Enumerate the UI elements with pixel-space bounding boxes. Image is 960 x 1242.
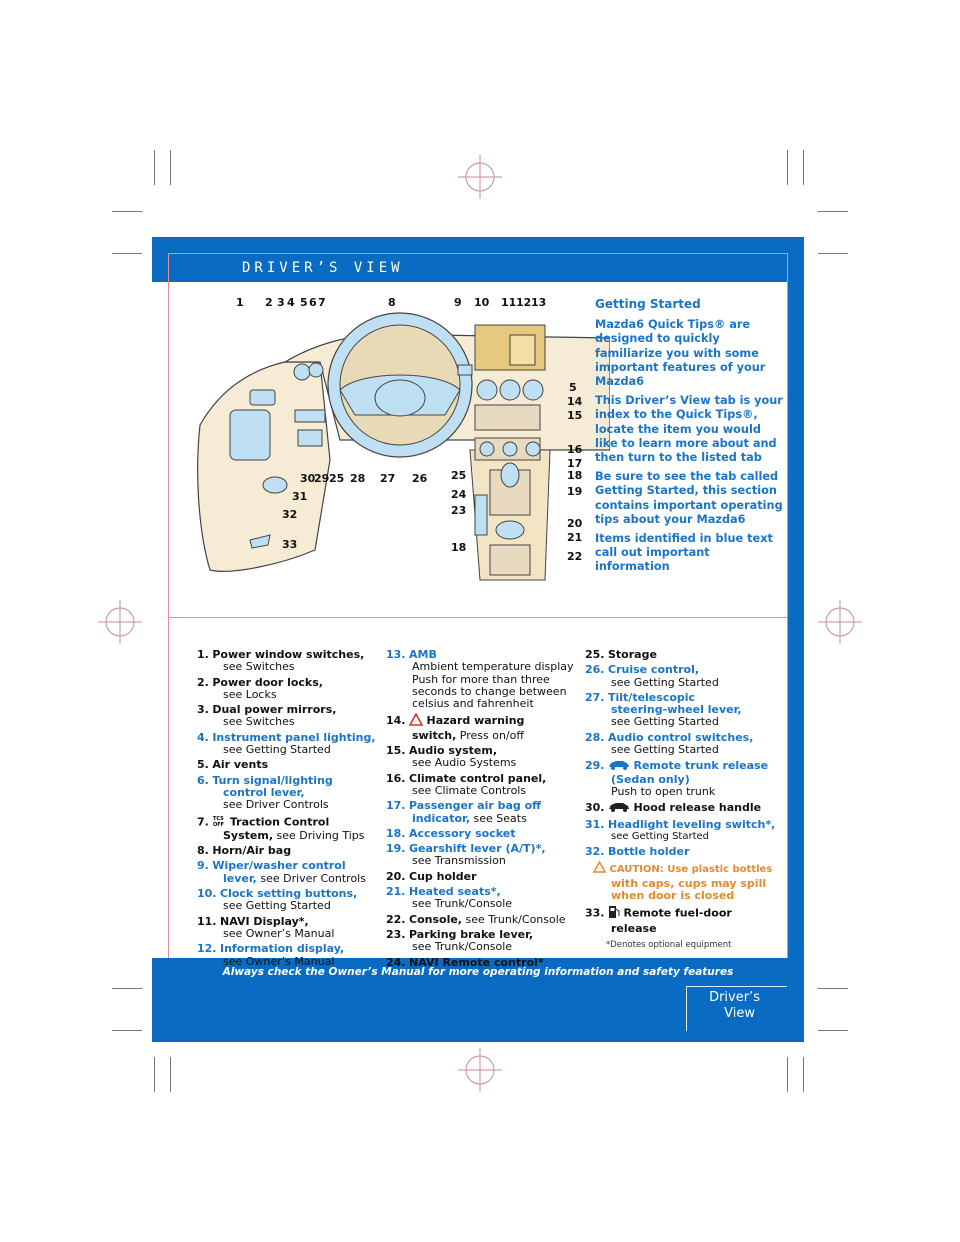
item-title: Dual power mirrors, bbox=[212, 703, 337, 717]
item-title: Remote trunk release bbox=[633, 759, 769, 773]
item-title-2: release bbox=[611, 921, 657, 935]
air-vent-center-3 bbox=[523, 380, 543, 400]
item-title: Cup holder bbox=[409, 869, 477, 883]
gearshift-lever bbox=[501, 463, 519, 487]
legend-item bbox=[386, 745, 576, 770]
item-sub: see Owner’s Manual bbox=[223, 926, 335, 940]
item-sub: see Transmission bbox=[412, 854, 506, 868]
item-sub: see Switches bbox=[223, 660, 295, 674]
item-title: Remote fuel-door bbox=[623, 907, 732, 920]
legend-item bbox=[386, 871, 576, 883]
item-title: Power window switches, bbox=[212, 648, 365, 661]
hazard-icon bbox=[409, 713, 423, 729]
crop-mark bbox=[154, 1057, 155, 1092]
item-number: 8. bbox=[197, 844, 209, 858]
getting-started-p3: Be sure to see the tab called Getting Started, this section contains important operating tips about your Mazda6 bbox=[595, 470, 783, 526]
registration-mark-left bbox=[98, 600, 142, 644]
legend-item bbox=[585, 861, 785, 902]
item-title: Hazard warning bbox=[426, 714, 525, 728]
crop-mark bbox=[803, 150, 804, 185]
item-title: Clock setting buttons, bbox=[220, 887, 358, 901]
legend-item bbox=[585, 759, 785, 798]
getting-started-panel bbox=[595, 297, 785, 580]
right-band bbox=[788, 237, 804, 1042]
crop-mark bbox=[818, 211, 848, 212]
item-title-2: (Sedan only) bbox=[611, 772, 690, 786]
item-title-2: control lever, bbox=[223, 785, 305, 799]
tcs-off-icon bbox=[212, 815, 226, 830]
legend-item bbox=[197, 704, 387, 729]
legend-item bbox=[585, 649, 785, 661]
legend-item bbox=[585, 819, 785, 844]
item-number: 17. bbox=[386, 799, 406, 813]
crop-mark bbox=[818, 988, 848, 989]
trim-line bbox=[168, 253, 169, 958]
trim-line bbox=[168, 253, 788, 254]
item-title: Turn signal/lighting bbox=[212, 773, 333, 787]
item-title: AMB bbox=[409, 648, 437, 661]
item-number: 33. bbox=[585, 907, 605, 920]
item-title: Power door locks, bbox=[212, 675, 323, 689]
caution-icon bbox=[593, 861, 606, 877]
legend-item bbox=[386, 773, 576, 798]
item-number: 21. bbox=[386, 885, 406, 899]
fuel-door-icon bbox=[608, 905, 620, 922]
caution-text: CAUTION: Use plastic bottles bbox=[609, 864, 773, 876]
air-vent-left-2 bbox=[309, 363, 323, 377]
item-number: 9. bbox=[197, 859, 209, 873]
item-title: Audio system, bbox=[409, 744, 497, 758]
window-switch-panel bbox=[230, 410, 270, 460]
item-sub: see Climate Controls bbox=[412, 783, 527, 797]
item-number: 32. bbox=[585, 845, 605, 859]
item-title: Heated seats*, bbox=[409, 885, 501, 899]
item-title: Accessory socket bbox=[409, 826, 516, 840]
legend-item bbox=[386, 828, 576, 840]
item-number: 12. bbox=[197, 942, 217, 956]
crop-mark bbox=[170, 1057, 171, 1092]
item-sub-inline: see Seats bbox=[473, 811, 527, 825]
legend-column-1 bbox=[197, 649, 387, 971]
getting-started-heading: Getting Started bbox=[595, 297, 701, 311]
item-sub: see Getting Started bbox=[611, 743, 719, 757]
item-title: NAVI Remote control* bbox=[409, 955, 544, 969]
item-sub-inline: see Trunk/Console bbox=[465, 912, 566, 926]
getting-started-p1: Mazda6 Quick Tips® are designed to quickly familiarize you with some important features of your Mazda6 bbox=[595, 318, 766, 389]
item-sub: see Switches bbox=[223, 715, 295, 729]
item-title: Wiper/washer control bbox=[212, 859, 346, 873]
item-title: Traction Control bbox=[229, 815, 330, 829]
item-number: 14. bbox=[386, 714, 406, 728]
information-display bbox=[510, 335, 535, 365]
horn-airbag bbox=[375, 380, 425, 416]
item-number: 6. bbox=[197, 773, 209, 787]
legend-item bbox=[197, 845, 387, 857]
air-vent-left bbox=[294, 364, 310, 380]
caution-text-2: with caps, cups may spill bbox=[611, 876, 767, 890]
legend-item bbox=[585, 692, 785, 729]
item-title: Air vents bbox=[212, 758, 269, 772]
legend-item bbox=[585, 664, 785, 689]
item-number: 4. bbox=[197, 730, 209, 744]
console-box bbox=[490, 545, 530, 575]
item-number: 19. bbox=[386, 842, 406, 856]
item-number: 10. bbox=[197, 887, 217, 901]
item-sub-inline: Press on/off bbox=[459, 728, 524, 742]
item-number: 11. bbox=[197, 914, 217, 928]
door-handle bbox=[263, 477, 287, 493]
item-number: 20. bbox=[386, 869, 406, 883]
item-title: Bottle holder bbox=[608, 845, 690, 859]
legend-column-3 bbox=[585, 649, 785, 938]
item-title-2: lever, bbox=[223, 871, 257, 885]
item-number: 29. bbox=[585, 759, 605, 773]
tab-line-2: View bbox=[724, 1006, 755, 1021]
legend-item bbox=[585, 846, 785, 858]
item-sub: Push to open trunk bbox=[611, 784, 716, 798]
item-sub: see Audio Systems bbox=[412, 756, 517, 770]
air-vent-center-1 bbox=[477, 380, 497, 400]
item-sub: see Getting Started bbox=[223, 743, 331, 757]
item-title: Passenger air bag off bbox=[409, 799, 542, 813]
crop-mark bbox=[154, 150, 155, 185]
item-title: Headlight leveling switch*, bbox=[608, 817, 776, 831]
legend-item bbox=[386, 929, 576, 954]
item-sub: see Driver Controls bbox=[223, 798, 329, 812]
legend-item bbox=[197, 916, 387, 941]
wiper-lever bbox=[458, 365, 472, 375]
item-number: 5. bbox=[197, 758, 209, 772]
crop-mark bbox=[112, 1030, 142, 1031]
item-title: Information display, bbox=[220, 942, 345, 956]
item-sub: see Trunk/Console bbox=[412, 897, 513, 911]
item-number: 27. bbox=[585, 690, 605, 704]
item-title: Hood release handle bbox=[633, 801, 762, 815]
item-number: 16. bbox=[386, 771, 406, 785]
legend-item bbox=[197, 815, 387, 843]
legend-item bbox=[197, 943, 387, 968]
item-number: 3. bbox=[197, 703, 209, 717]
divider-line bbox=[168, 617, 788, 618]
legend-item bbox=[197, 677, 387, 702]
item-number: 31. bbox=[585, 817, 605, 831]
item-title: Storage bbox=[608, 648, 657, 661]
item-title-2: steering-wheel lever, bbox=[611, 703, 742, 717]
item-sub: see Trunk/Console bbox=[412, 940, 513, 954]
crop-mark bbox=[787, 150, 788, 185]
item-title: Audio control switches, bbox=[608, 730, 754, 744]
crop-mark bbox=[803, 1057, 804, 1092]
item-sub: Ambient temperature display Push for more than three seconds to change between celsius and fahrenheit bbox=[412, 660, 574, 711]
legend-item bbox=[197, 888, 387, 913]
legend-item bbox=[197, 775, 387, 812]
item-number: 23. bbox=[386, 927, 406, 941]
legend-item bbox=[197, 759, 387, 771]
item-sub: see Getting Started bbox=[611, 675, 719, 689]
crop-mark bbox=[818, 1030, 848, 1031]
item-title: Horn/Air bag bbox=[212, 844, 292, 858]
crop-mark bbox=[818, 253, 848, 254]
item-number: 22. bbox=[386, 912, 406, 926]
trim-line bbox=[787, 253, 788, 958]
crop-mark bbox=[112, 253, 142, 254]
legend-item bbox=[386, 649, 576, 710]
item-sub: see Locks bbox=[223, 687, 277, 701]
item-title-2: indicator, bbox=[412, 811, 470, 825]
item-number: 25. bbox=[585, 648, 605, 661]
registration-mark-top bbox=[458, 155, 502, 199]
legend-item bbox=[386, 914, 576, 926]
section-tab[interactable] bbox=[692, 990, 788, 1022]
getting-started-p4: Items identified in blue text call out important information bbox=[595, 532, 773, 574]
svg-text:TCS: TCS bbox=[213, 815, 225, 822]
optional-equipment-note: *Denotes optional equipment bbox=[606, 940, 732, 950]
item-title: Parking brake lever, bbox=[409, 927, 534, 941]
driver-view-diagram bbox=[190, 290, 610, 590]
legend-item bbox=[585, 905, 785, 935]
item-sub: see Getting Started bbox=[223, 899, 331, 913]
page-title: DRIVER’S VIEW bbox=[242, 260, 404, 276]
legend-item bbox=[386, 843, 576, 868]
legend-item bbox=[386, 713, 576, 742]
item-title: Instrument panel lighting, bbox=[212, 730, 376, 744]
audio-system bbox=[475, 405, 540, 430]
item-title-2: switch, bbox=[412, 728, 457, 742]
crop-mark bbox=[112, 988, 142, 989]
legend-item bbox=[197, 649, 387, 674]
svg-text:OFF: OFF bbox=[213, 821, 225, 827]
legend-item bbox=[386, 800, 576, 825]
item-sub-inline: see Driver Controls bbox=[260, 871, 366, 885]
car-hood-icon bbox=[608, 801, 630, 815]
crop-mark bbox=[787, 1057, 788, 1092]
registration-mark-bottom bbox=[458, 1048, 502, 1092]
car-trunk-icon bbox=[608, 759, 630, 773]
mirror-switch bbox=[295, 410, 325, 422]
item-title: Gearshift lever (A/T)*, bbox=[409, 842, 546, 856]
item-title: Cruise control, bbox=[608, 663, 700, 677]
item-title: Climate control panel, bbox=[409, 771, 547, 785]
item-number: 24. bbox=[386, 955, 406, 969]
crop-mark bbox=[112, 211, 142, 212]
getting-started-p2: This Driver’s View tab is your index to the Quick Tips®, locate the item you would like to learn more about and then turn to the listed tab bbox=[595, 394, 783, 465]
door-lock-switch bbox=[250, 390, 275, 405]
legend-item bbox=[197, 860, 387, 885]
item-number: 13. bbox=[386, 648, 406, 661]
item-sub: see Getting Started bbox=[611, 715, 719, 729]
item-sub: see Owner’s Manual bbox=[223, 954, 335, 968]
item-title: Console, bbox=[409, 912, 462, 926]
item-number: 18. bbox=[386, 826, 406, 840]
item-title-2: System, bbox=[223, 828, 273, 842]
item-number: 30. bbox=[585, 801, 605, 815]
item-number: 7. bbox=[197, 815, 209, 829]
item-sub: see Getting Started bbox=[611, 830, 710, 842]
crop-mark bbox=[170, 150, 171, 185]
item-title: NAVI Display*, bbox=[220, 914, 309, 928]
item-number: 26. bbox=[585, 663, 605, 677]
legend-item bbox=[386, 886, 576, 911]
registration-mark-right bbox=[818, 600, 862, 644]
item-number: 1. bbox=[197, 648, 209, 661]
tab-line-1: Driver’s bbox=[709, 990, 760, 1005]
item-number: 2. bbox=[197, 675, 209, 689]
item-number: 28. bbox=[585, 730, 605, 744]
footer-note: Always check the Owner’s Manual for more operating information and safety features bbox=[222, 966, 734, 978]
item-number: 15. bbox=[386, 744, 406, 758]
hood-trunk-switches bbox=[298, 430, 322, 446]
legend-item bbox=[197, 732, 387, 757]
item-sub-inline: see Driving Tips bbox=[276, 828, 365, 842]
legend-column-2 bbox=[386, 649, 576, 972]
parking-brake bbox=[475, 495, 487, 535]
legend-item bbox=[585, 732, 785, 757]
caution-text-3: when door is closed bbox=[611, 889, 735, 903]
air-vent-center-2 bbox=[500, 380, 520, 400]
legend-item bbox=[585, 801, 785, 815]
item-title: Tilt/telescopic bbox=[608, 690, 696, 704]
cup-holder bbox=[496, 521, 524, 539]
